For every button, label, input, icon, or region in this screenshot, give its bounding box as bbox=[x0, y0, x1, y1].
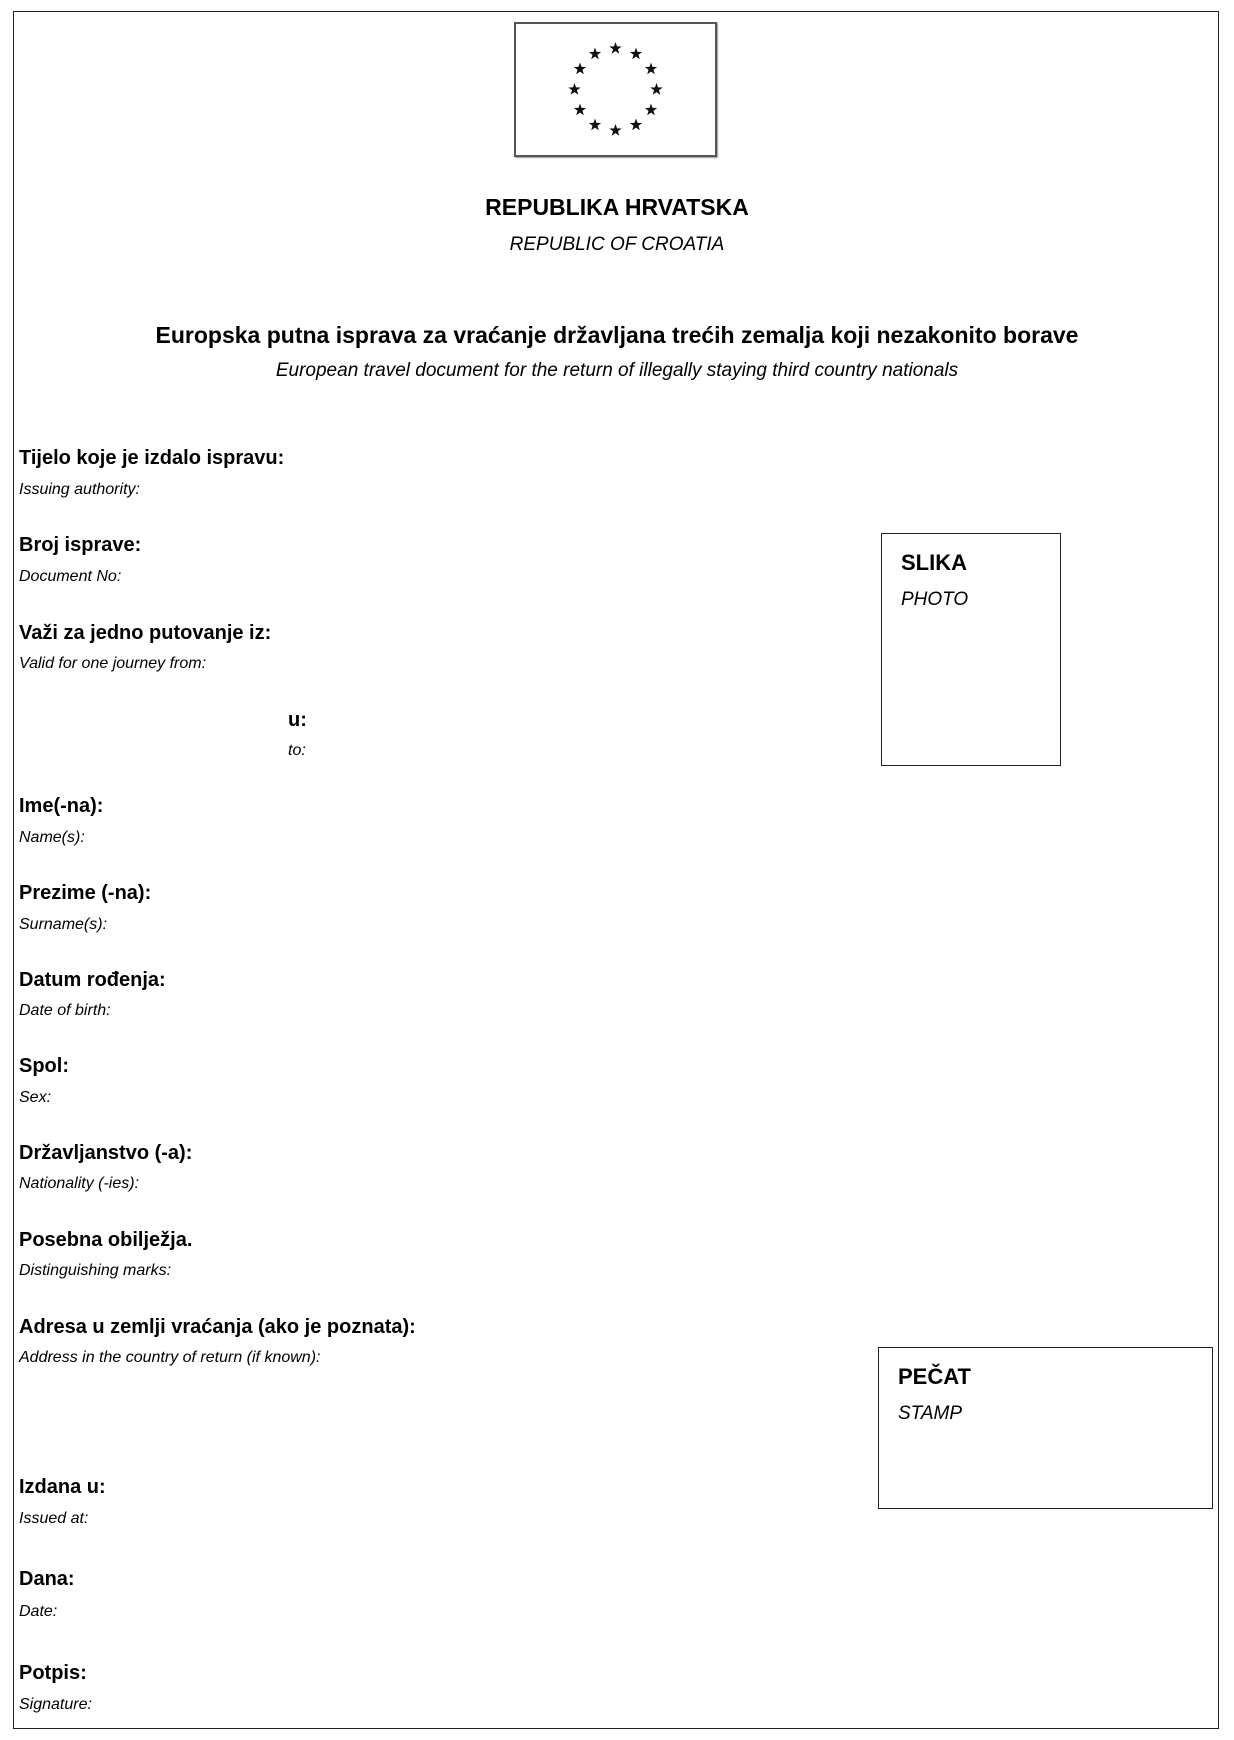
field-label-signature-en: Signature: bbox=[19, 1696, 92, 1713]
eu-flag-icon bbox=[514, 22, 717, 157]
star-icon bbox=[609, 124, 621, 136]
star-icon bbox=[630, 119, 642, 131]
field-label-address: Adresa u zemlji vraćanja (ako je poznata): bbox=[19, 1316, 416, 1338]
field-label-nationality-en: Nationality (-ies): bbox=[19, 1175, 140, 1192]
field-label-date-of-birth: Datum rođenja: bbox=[19, 969, 166, 991]
photo-box bbox=[881, 533, 1061, 766]
country-name: REPUBLIKA HRVATSKA bbox=[485, 194, 749, 220]
field-label-names: Ime(-na): bbox=[19, 795, 104, 817]
field-label-document-no-en: Document No: bbox=[19, 568, 122, 585]
field-label-valid-from: Važi za jedno putovanje iz: bbox=[19, 622, 272, 644]
stamp-box bbox=[878, 1347, 1213, 1509]
country-name-en: REPUBLIC OF CROATIA bbox=[509, 234, 725, 255]
field-label-distinguishing-marks-en: Distinguishing marks: bbox=[19, 1262, 172, 1279]
field-label-address-en: Address in the country of return (if known): bbox=[19, 1349, 321, 1366]
star-icon bbox=[574, 104, 586, 116]
field-label-distinguishing-marks: Posebna obilježja. bbox=[19, 1229, 193, 1251]
stamp-box-label-en: STAMP bbox=[898, 1403, 963, 1424]
star-icon bbox=[609, 42, 621, 54]
star-icon bbox=[589, 47, 601, 59]
field-label-sex-en: Sex: bbox=[19, 1089, 52, 1106]
star-icon bbox=[645, 104, 657, 116]
field-label-signature: Potpis: bbox=[19, 1662, 87, 1684]
field-label-document-no: Broj isprave: bbox=[19, 534, 142, 556]
star-icon bbox=[568, 83, 580, 95]
field-label-date-en: Date: bbox=[19, 1603, 58, 1620]
photo-box-label-en: PHOTO bbox=[901, 589, 969, 610]
field-label-valid-from-en: Valid for one journey from: bbox=[19, 655, 207, 672]
field-label-nationality: Državljanstvo (-a): bbox=[19, 1142, 193, 1164]
field-label-surnames-en: Surname(s): bbox=[19, 916, 108, 933]
star-icon bbox=[645, 63, 657, 75]
field-label-names-en: Name(s): bbox=[19, 829, 85, 846]
field-label-issuing-authority: Tijelo koje je izdalo ispravu: bbox=[19, 447, 285, 469]
star-icon bbox=[650, 83, 662, 95]
stamp-box-label: PEČAT bbox=[898, 1364, 971, 1389]
field-label-date: Dana: bbox=[19, 1568, 75, 1590]
star-icon bbox=[589, 119, 601, 131]
field-label-surnames: Prezime (-na): bbox=[19, 882, 152, 904]
star-icon bbox=[630, 47, 642, 59]
field-label-issuing-authority-en: Issuing authority: bbox=[19, 481, 140, 498]
field-label-date-of-birth-en: Date of birth: bbox=[19, 1002, 111, 1019]
field-label-to-en: to: bbox=[288, 742, 306, 759]
field-label-to: u: bbox=[288, 709, 307, 731]
document-title: Europska putna isprava za vraćanje državljana trećih zemalja koji nezakonito borave bbox=[155, 322, 1079, 348]
document-subtitle: European travel document for the return of illegally staying third country nationals bbox=[275, 360, 959, 381]
star-icon bbox=[574, 63, 586, 75]
field-label-issued-at: Izdana u: bbox=[19, 1476, 106, 1498]
field-label-sex: Spol: bbox=[19, 1055, 69, 1077]
field-label-issued-at-en: Issued at: bbox=[19, 1510, 89, 1527]
photo-box-label: SLIKA bbox=[901, 550, 967, 575]
